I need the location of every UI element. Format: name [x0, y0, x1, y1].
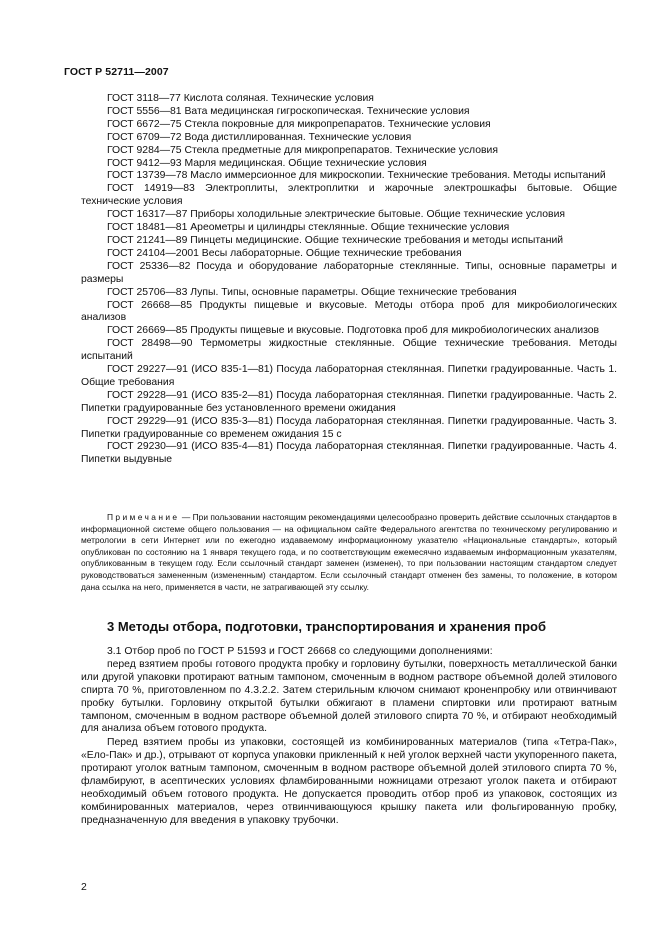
- reference-item: ГОСТ 24104—2001 Весы лабораторные. Общие технические требования: [107, 247, 462, 259]
- reference-item: ГОСТ 25336—82 Посуда и оборудование лабораторные стеклянные. Типы, основные параметры и размеры: [81, 260, 617, 285]
- reference-item: ГОСТ 14919—83 Электроплиты, электроплитки и жарочные электрошкафы бытовые. Общие технические условия: [81, 183, 617, 208]
- reference-item: ГОСТ 21241—89 Пинцеты медицинские. Общие технические требования и методы испытаний: [107, 234, 564, 246]
- reference-item: ГОСТ 3118—77 Кислота соляная. Технические условия: [107, 93, 374, 104]
- document-header: ГОСТ Р 52711—2007: [64, 66, 169, 78]
- reference-item: ГОСТ 6709—72 Вода дистиллированная. Технические условия: [107, 131, 412, 143]
- reference-item: ГОСТ 29229—91 (ИСО 835-3—81) Посуда лабораторная стеклянная. Пипетки градуированные. Часть 3. Пипетки градуированные со временем ожидания 15 с: [81, 415, 617, 440]
- section-paragraph: Перед взятием пробы из упаковки, состоящей из комбинированных материалов (типа «Тетра-Пак», «Ело-Пак» и др.), отрывают от корпуса упаковки прикленный к ней уголок верхней части укупоренного пакета, протирают уголок ватным тампоном, смоченным в водном растворе объемной долей этилового спирта 70 %, фламбируют, в асептических условиях фламбированными ножницами отрезают уголок пакета и отбирают необходимый объем готового продукта. Не допускается проводить отбор проб из упаковок, состоящих из комбинированных материалов, через отвинчивающуюся крышку пакета или фольгированную пробку, предназначенную для введения в упаковку трубочки.: [81, 737, 617, 826]
- reference-item: ГОСТ 18481—81 Ареометры и цилиндры стеклянные. Общие технические условия: [107, 222, 510, 234]
- reference-item: ГОСТ 9412—93 Марля медицинская. Общие технические условия: [107, 157, 427, 169]
- section-title: 3 Методы отбора, подготовки, транспортирования и хранения проб: [107, 619, 546, 634]
- reference-item: ГОСТ 25706—83 Лупы. Типы, основные параметры. Общие технические требования: [107, 286, 517, 298]
- reference-item: ГОСТ 26669—85 Продукты пищевые и вкусовые. Подготовка проб для микробиологических анализов: [107, 325, 600, 337]
- section-paragraph: перед взятием пробы готового продукта пробку и горловину бутылки, поверхность металлической банки или другой упаковки протирают ватным тампоном, смоченным в водном растворе объемной долей этилового спирта 70 %, приготовленном по 4.3.2.2. Затем стерильным ключом снимают кроненпробку или отвинчивают пробку бутылки. Горловину открытой бутылки обжигают в пламени спиртовки или протирают ватным тампоном, смоченным в водном растворе объемной долей этилового спирта 70 %, и отбирают необходимый для анализа объем готового продукта.: [81, 658, 617, 735]
- reference-item: ГОСТ 29228—91 (ИСО 835-2—81) Посуда лабораторная стеклянная. Пипетки градуированные. Часть 2. Пипетки градуированные без установленного времени ожидания: [81, 389, 617, 414]
- reference-item: ГОСТ 29230—91 (ИСО 835-4—81) Посуда лабораторная стеклянная. Пипетки градуированные. Часть 4. Пипетки выдувные: [81, 441, 617, 466]
- reference-item: ГОСТ 26668—85 Продукты пищевые и вкусовые. Методы отбора проб для микробиологических анализов: [81, 299, 617, 324]
- note-text: — При пользовании настоящим рекомендациями целесообразно проверить действие ссылочных стандартов в информационной системе общего пользования — на официальном сайте Федерального агентства по техническому регулированию и метрологии в сети Интернет или по ежегодно издаваемому информационному указателю «Национальные стандарты», который опубликован по состоянию на 1 января текущего года, и по соответствующим ежемесячно издаваемым информационным указателям, опубликованным в текущем году. Если ссылочный стандарт заменен (изменен), то при пользовании настоящим стандартом следует руководствоваться замененным (измененным) стандартом. Если ссылочный стандарт отменен без замены, то положение, в котором дана ссылка на него, применяется в части, не затрагивающей эту ссылку.: [81, 512, 617, 592]
- section-body: [81, 646, 617, 828]
- note-label: Примечание: [107, 512, 180, 522]
- reference-item: ГОСТ 28498—90 Термометры жидкостные стеклянные. Общие технические требования. Методы испытаний: [81, 338, 617, 363]
- note-paragraph: [81, 512, 617, 593]
- normative-references-list: [81, 93, 617, 467]
- note-block: [81, 512, 617, 593]
- section-paragraph: 3.1 Отбор проб по ГОСТ Р 51593 и ГОСТ 26668 со следующими дополнениями:: [107, 646, 493, 657]
- reference-item: ГОСТ 16317—87 Приборы холодильные электрические бытовые. Общие технические условия: [107, 209, 566, 221]
- reference-item: ГОСТ 5556—81 Вата медицинская гигроскопическая. Технические условия: [107, 105, 470, 117]
- reference-item: ГОСТ 29227—91 (ИСО 835-1—81) Посуда лабораторная стеклянная. Пипетки градуированные. Часть 1. Общие требования: [81, 364, 617, 388]
- reference-item: ГОСТ 6672—75 Стекла покровные для микропрепаратов. Технические условия: [107, 118, 491, 130]
- page-number: 2: [81, 882, 87, 893]
- reference-item: ГОСТ 9284—75 Стекла предметные для микропрепаратов. Технические условия: [107, 144, 498, 156]
- reference-item: ГОСТ 13739—78 Масло иммерсионное для микроскопии. Технические требования. Методы испытаний: [107, 170, 606, 182]
